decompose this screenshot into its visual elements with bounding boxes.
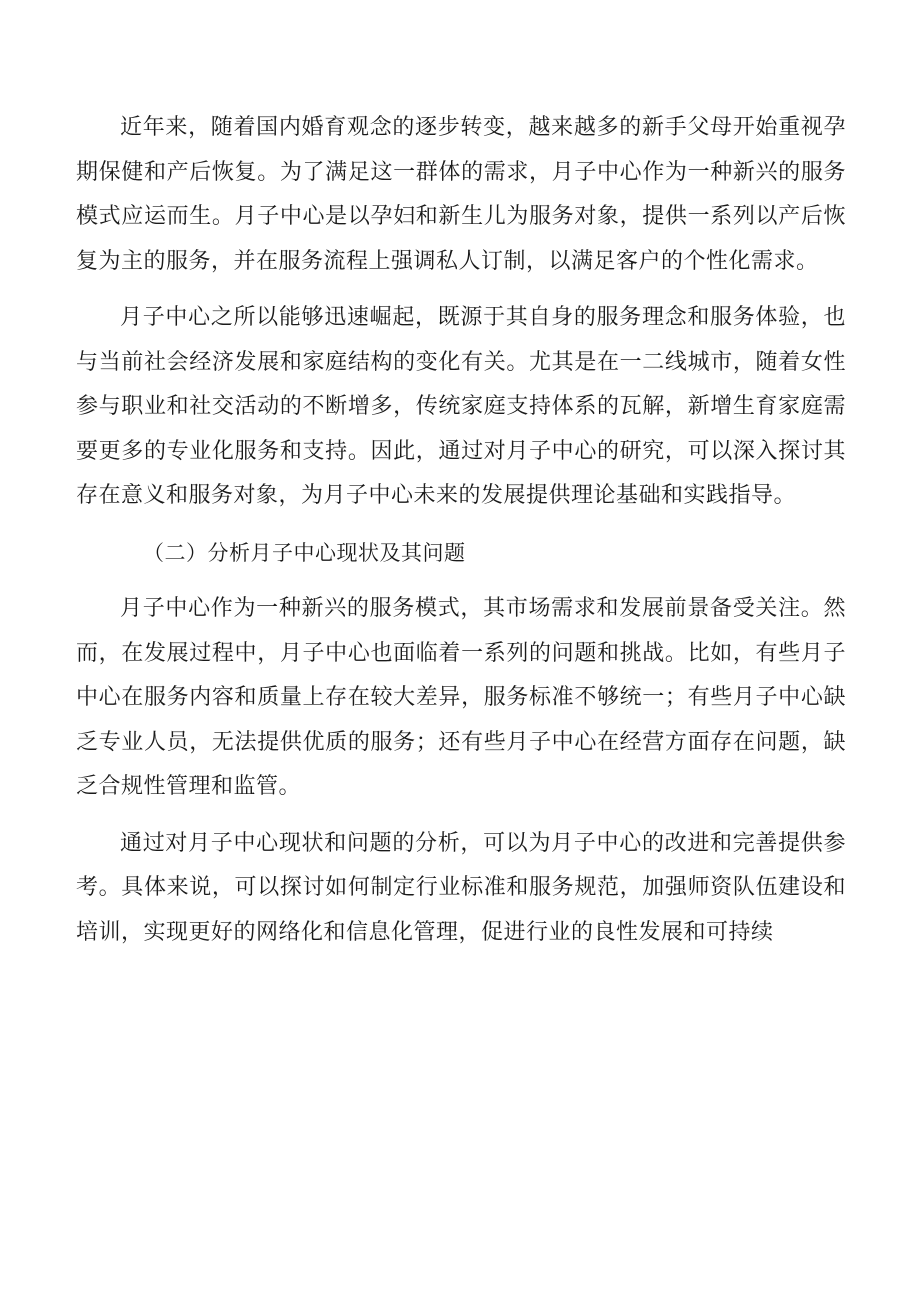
section-heading: （二）分析月子中心现状及其问题 — [143, 540, 466, 565]
paragraph-current-issues: 月子中心作为一种新兴的服务模式，其市场需求和发展前景备受关注。然而，在发展过程中，月子中心也面临着一系列的问题和挑战。比如，有些月子中心在服务内容和质量上存在较大差异，服务标准不够统一；有些月子中心缺乏专业人员，无法提供优质的服务；还有些月子中心在经营方面存在问题，缺乏合规性管理和监管。 — [76, 596, 846, 799]
document-body — [76, 106, 846, 967]
paragraph-analysis-value: 通过对月子中心现状和问题的分析，可以为月子中心的改进和完善提供参考。具体来说，可以探讨如何制定行业标准和服务规范，加强师资队伍建设和培训，实现更好的网络化和信息化管理，促进行业的良性发展和可持续 — [76, 830, 846, 945]
paragraph-intro: 近年来，随着国内婚育观念的逐步转变，越来越多的新手父母开始重视孕期保健和产后恢复。为了满足这一群体的需求，月子中心作为一种新兴的服务模式应运而生。月子中心是以孕妇和新生儿为服务对象，提供一系列以产后恢复为主的服务，并在服务流程上强调私人订制，以满足客户的个性化需求。 — [76, 115, 846, 274]
paragraph-rise-reasons: 月子中心之所以能够迅速崛起，既源于其自身的服务理念和服务体验，也与当前社会经济发展和家庭结构的变化有关。尤其是在一二线城市，随着女性参与职业和社交活动的不断增多，传统家庭支持体系的瓦解，新增生育家庭需要更多的专业化服务和支持。因此，通过对月子中心的研究，可以深入探讨其存在意义和服务对象，为月子中心未来的发展提供理论基础和实践指导。 — [76, 305, 846, 508]
